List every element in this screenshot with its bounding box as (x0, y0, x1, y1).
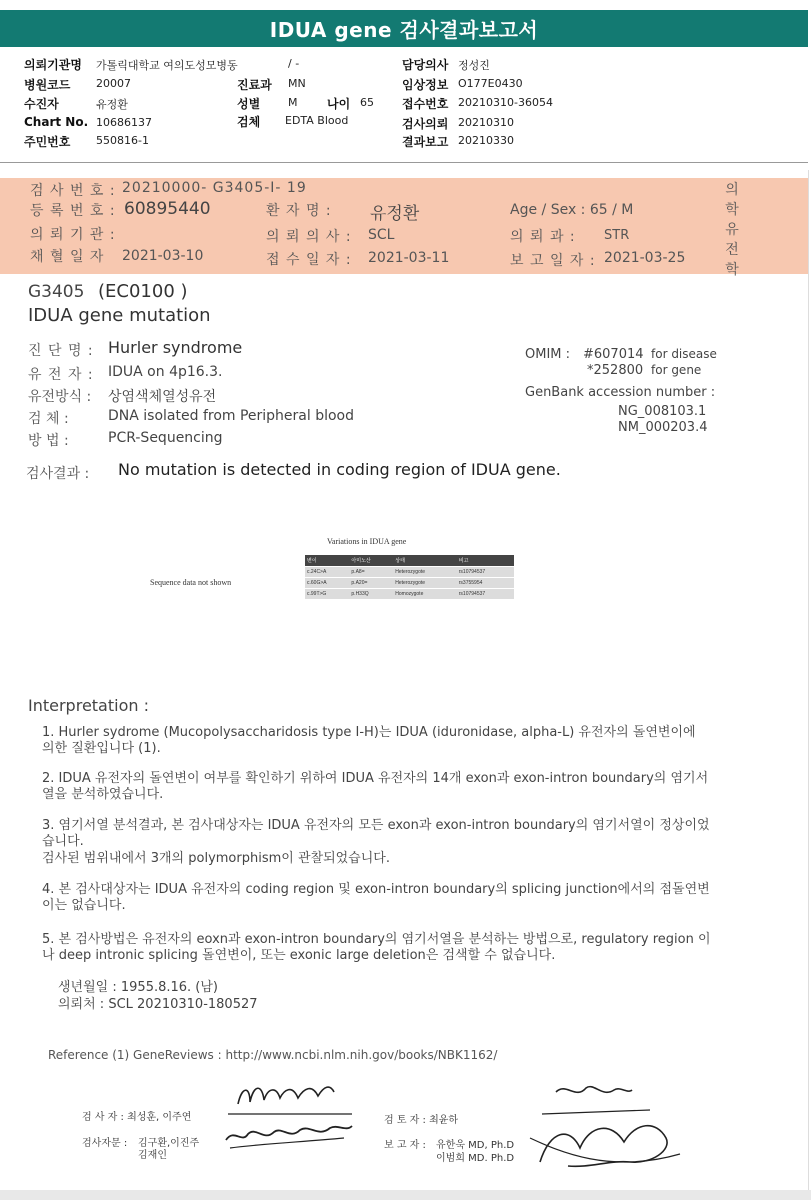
table-cell: c.60G>A (305, 578, 349, 589)
report-date: 2021-03-25 (604, 250, 686, 266)
label-age: 나이 (327, 97, 351, 111)
value-patient: 유정환 (96, 98, 128, 111)
value-chart: 10686137 (96, 116, 152, 129)
side-char: 유 (725, 222, 739, 238)
patient-name: 유정환 (370, 204, 420, 224)
value-age: 65 (360, 96, 374, 109)
value-report: 20210330 (458, 134, 514, 147)
test-code: G3405 (28, 282, 85, 302)
report-label: 보 고 일 자 : (510, 253, 596, 269)
label-specimen: 검체 (237, 115, 261, 129)
assistant-label: 검사자문 : (82, 1138, 128, 1149)
label-request: 검사의뢰 (402, 117, 449, 131)
interpretation-item-3b: 검사된 범위내에서 3개의 polymorphism이 관찰되었습니다. (42, 851, 390, 866)
variations-table (305, 555, 514, 599)
value-request: 20210310 (458, 116, 514, 129)
column-header: 비고 (457, 555, 514, 567)
inherit-value: 상염색체열성유전 (108, 389, 217, 405)
org-label: 의 뢰 기 관 : (30, 227, 116, 243)
sequence-note: Sequence data not shown (150, 578, 232, 587)
genbank-2: NM_000203.4 (618, 420, 708, 435)
label-receipt: 접수번호 (402, 97, 449, 111)
tester-signature (220, 1074, 360, 1124)
req-doc: SCL (368, 227, 395, 243)
report-header (0, 50, 808, 163)
req-doc-label: 의 뢰 의 사 : (266, 229, 352, 245)
label-patient: 수진자 (24, 97, 59, 111)
value-specimen: EDTA Blood (285, 114, 349, 127)
omim-label: OMIM : (525, 347, 571, 362)
table-cell: p.A8= (349, 567, 393, 578)
column-header: 아미노산 (349, 555, 393, 567)
table-row (305, 589, 514, 600)
assistant-signature (220, 1118, 360, 1158)
age-sex: Age / Sex : 65 / M (510, 202, 634, 218)
collect-date: 2021-03-10 (122, 248, 204, 264)
patient-band (0, 178, 808, 274)
table-cell: rs3755954 (457, 578, 514, 589)
side-char: 학 (725, 262, 739, 278)
value-doctor: 정성진 (458, 59, 490, 72)
collect-label: 채 혈 일 자 (30, 249, 105, 265)
label-sex: 성별 (237, 97, 261, 111)
interpretation-heading: Interpretation : (28, 696, 149, 715)
variations-title: Variations in IDUA gene (327, 537, 407, 546)
interpretation-item-1: 1. Hurler sydrome (Mucopolysaccharidosis type I-H)는 IDUA (iduronidase, alpha-L) 유전자의 돌연변이에 의한 질환입니다 (1). (42, 725, 696, 756)
table-cell: c.24C>A (305, 567, 349, 578)
reporter-2: 이범희 MD. Ph.D (436, 1153, 515, 1164)
reg-no: 60895440 (124, 199, 211, 219)
genbank-1: NG_008103.1 (618, 404, 707, 419)
table-cell: rs10794537 (457, 567, 514, 578)
inherit-label: 유전방식 : (28, 389, 92, 405)
dept: STR (604, 228, 630, 243)
omim-2: *252800 (587, 363, 644, 378)
label-dept: 진료과 (237, 78, 272, 92)
test-code-2: (EC0100 ) (98, 281, 188, 302)
reporter-label: 보 고 자 : (384, 1140, 426, 1151)
value-org: 가톨릭대학교 여의도성모병동 (96, 59, 238, 72)
table-cell: Heterozygote (393, 567, 456, 578)
page-bottom-edge (0, 1190, 811, 1200)
label-chart: Chart No. (24, 115, 89, 129)
omim-2-note: for gene (651, 363, 702, 377)
result-label: 검사결과 : (26, 466, 90, 482)
gene-label: 유 전 자 : (28, 367, 94, 383)
value-org-extra: / - (288, 57, 300, 70)
specimen-label: 검 체 : (28, 411, 69, 427)
receipt-label: 접 수 일 자 : (266, 252, 352, 268)
label-org: 의뢰기관명 (24, 58, 82, 72)
tester: 검 사 자 : 최성훈, 이주연 (82, 1112, 192, 1123)
table-row (305, 567, 514, 578)
table-cell: p.H33Q (349, 589, 393, 600)
dept-label: 의 뢰 과 : (510, 229, 576, 245)
table-cell: rs10794537 (457, 589, 514, 600)
label-doctor: 담당의사 (402, 58, 449, 72)
table-header-row (305, 555, 514, 567)
interpretation-item-5: 5. 본 검사방법은 유전자의 eoxn과 exon-intron boundary의 염기서열을 분석하는 방법으로, regulatory region 이나 deep intronic splicing 돌연변이, 또는 exonic large deletion은 검색할 수 없습니다. (42, 932, 711, 963)
genbank-label: GenBank accession number : (525, 385, 716, 400)
referral: 의뢰처 : SCL 20210310-180527 (58, 997, 258, 1012)
method-value: PCR-Sequencing (108, 430, 223, 446)
value-sex: M (288, 96, 298, 109)
reviewer-reporter-signature (520, 1078, 690, 1188)
value-receipt: 20210310-36054 (458, 96, 553, 109)
label-hosp-code: 병원코드 (24, 78, 71, 92)
table-cell: p.A20= (349, 578, 393, 589)
result-value: No mutation is detected in coding region of IDUA gene. (118, 460, 561, 479)
value-id: 550816-1 (96, 134, 149, 147)
side-char: 학 (725, 202, 739, 218)
birth-date: 생년월일 : 1955.8.16. (남) (58, 980, 219, 995)
column-header: 상태 (393, 555, 456, 567)
report-title: IDUA gene 검사결과보고서 (0, 10, 808, 47)
table-cell: c.99T>G (305, 589, 349, 600)
omim-1-note: for disease (651, 347, 717, 361)
label-id: 주민번호 (24, 135, 71, 149)
exam-no-label: 검 사 번 호 : (30, 183, 116, 199)
label-report: 결과보고 (402, 135, 449, 149)
column-header: 변이 (305, 555, 349, 567)
label-clinic: 임상정보 (402, 78, 449, 92)
assistant-1: 김구환,이진주 (138, 1138, 200, 1149)
interpretation-item-4: 4. 본 검사대상자는 IDUA 유전자의 coding region 및 exon-intron boundary의 splicing junction에서의 점돌연변이는 없습니다. (42, 882, 710, 913)
table-cell: Homozygote (393, 589, 456, 600)
reviewer: 검 토 자 : 최윤하 (384, 1115, 459, 1126)
test-name: IDUA gene mutation (28, 305, 211, 326)
interpretation-item-3: 3. 염기서열 분석결과, 본 검사대상자는 IDUA 유전자의 모든 exon과 exon-intron boundary의 염기서열이 정상이었습니다. (42, 818, 710, 849)
diag-value: Hurler syndrome (108, 338, 243, 357)
reference: Reference (1) GeneReviews : http://www.ncbi.nlm.nih.gov/books/NBK1162/ (48, 1048, 498, 1062)
gene-value: IDUA on 4p16.3. (108, 364, 223, 380)
exam-no: 20210000- G3405-I- 19 (122, 180, 307, 196)
dept-side-label (722, 180, 742, 280)
value-hosp-code: 20007 (96, 77, 131, 90)
receipt-date: 2021-03-11 (368, 250, 450, 266)
interpretation-item-2: 2. IDUA 유전자의 돌연변이 여부를 확인하기 위하여 IDUA 유전자의 14개 exon과 exon-intron boundary의 염기서열을 분석하였습니다. (42, 771, 709, 802)
patient-label: 환 자 명 : (266, 203, 332, 219)
table-row (305, 578, 514, 589)
value-dept: MN (288, 77, 306, 90)
side-char: 전 (725, 242, 739, 258)
reporter-1: 유한욱 MD, Ph.D (436, 1140, 515, 1151)
assistant-2: 김재인 (138, 1150, 167, 1161)
table-cell: Heterozygote (393, 578, 456, 589)
omim-1: #607014 (583, 347, 644, 362)
side-char: 의 (725, 182, 739, 198)
value-clinic: O177E0430 (458, 77, 523, 90)
method-label: 방 법 : (28, 433, 69, 449)
diag-label: 진 단 명 : (28, 343, 94, 359)
reg-no-label: 등 록 번 호 : (30, 203, 116, 219)
specimen-value: DNA isolated from Peripheral blood (108, 408, 355, 424)
